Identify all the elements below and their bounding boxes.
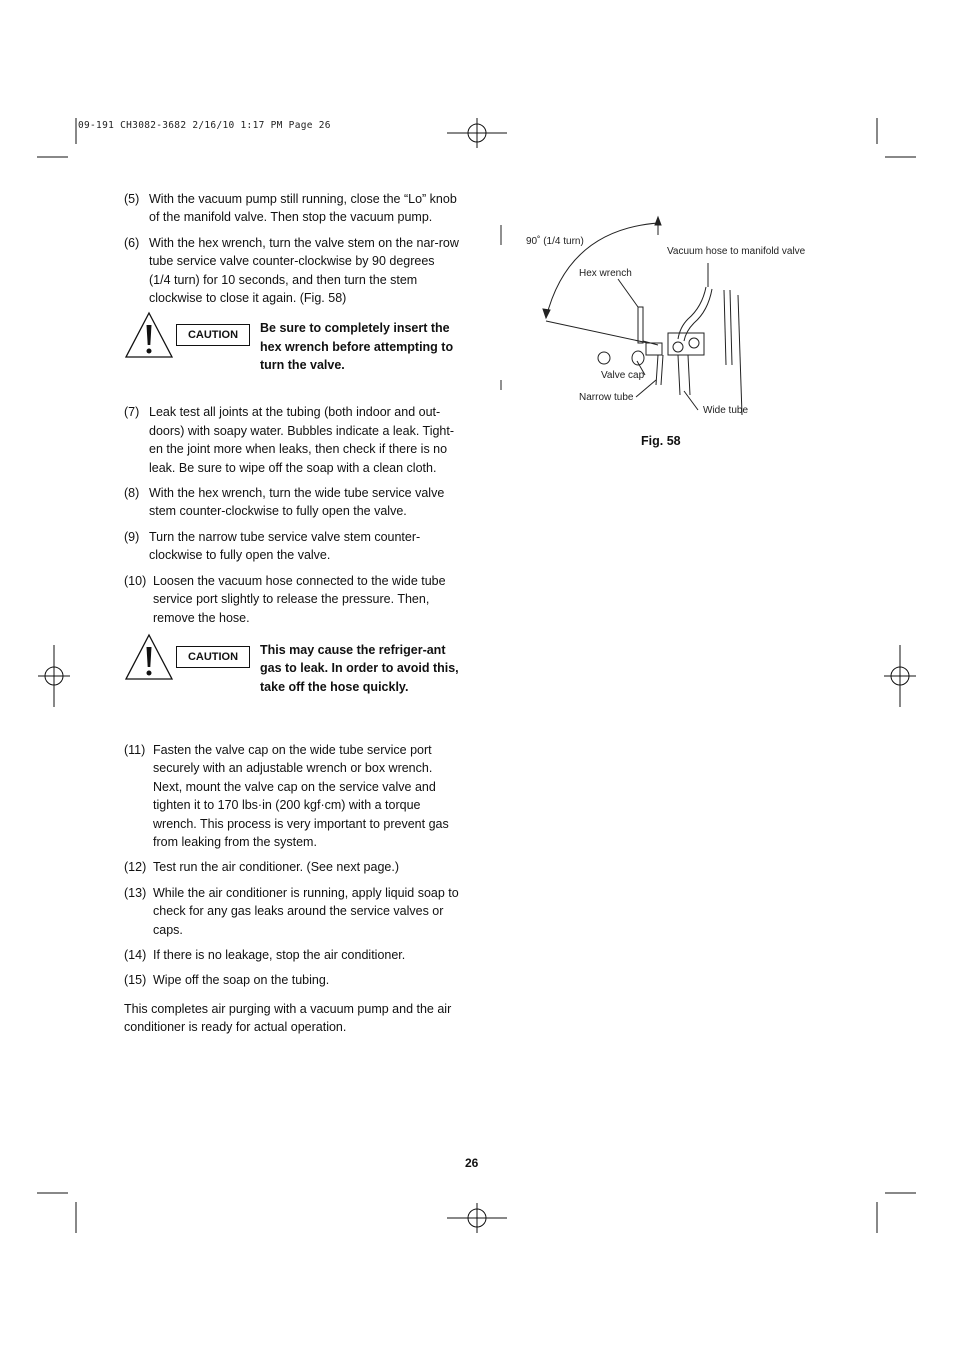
step-text: Loosen the vacuum hose connected to the wide tube service port slightly to release the pressure. Then, remove the hose. (153, 573, 446, 625)
figure-caption: Fig. 58 (641, 434, 681, 448)
caution-label: CAUTION (176, 646, 250, 668)
step-6 (124, 234, 459, 308)
narrow-tube-label: Narrow tube (579, 392, 634, 403)
step-text: With the hex wrench, turn the wide tube service valve stem counter-clockwise to fully open the valve. (149, 486, 445, 519)
step-number: (8) (124, 486, 140, 501)
warning-triangle-icon (124, 633, 174, 681)
caution-text: Be sure to completely insert the hex wrench before attempting to turn the valve. (260, 321, 454, 373)
step-number: (11) (124, 742, 146, 757)
step-text: With the vacuum pump still running, close the “Lo” knob of the manifold valve. Then stop the vacuum pump. (149, 192, 457, 225)
step-7 (124, 403, 459, 477)
step-number: (12) (124, 860, 147, 875)
step-13 (124, 884, 459, 939)
instructions-column (124, 190, 459, 1049)
step-number: (15) (124, 973, 147, 988)
step-number: (5) (124, 192, 140, 206)
step-12 (124, 858, 459, 876)
printer-slug: 09-191 CH3082-3682 2/16/10 1:17 PM Page 26 (78, 120, 331, 131)
step-5 (124, 190, 459, 227)
warning-triangle-icon (124, 311, 174, 359)
step-number: (13) (124, 885, 147, 900)
step-8 (124, 484, 459, 521)
step-text: If there is no leakage, stop the air conditioner. (153, 947, 406, 962)
valve-cap-label: Valve cap (601, 370, 645, 381)
caution-text: This may cause the refriger-ant gas to leak. In order to avoid this, take off the hose quickly. (260, 642, 459, 694)
caution-label: CAUTION (176, 324, 250, 346)
step-text: Wipe off the soap on the tubing. (153, 973, 330, 988)
step-10 (124, 572, 459, 627)
step-text: Fasten the valve cap on the wide tube service port securely with an adjustable wrench or box wrench. Next, mount the valve cap on the service valve and tighten it to 170 lbs·in (200 kgf·cm) with a torque wrench. This process is very important to prevent gas from leaking from the system. (153, 742, 449, 849)
caution-block-2 (124, 639, 459, 727)
step-15 (124, 971, 459, 989)
caution-block-1 (124, 317, 459, 387)
step-number: (9) (124, 529, 140, 544)
step-number: (7) (124, 405, 140, 420)
step-text: Turn the narrow tube service valve stem counter-clockwise to fully open the valve. (149, 529, 421, 563)
page-number: 26 (465, 1156, 479, 1170)
step-9 (124, 528, 459, 565)
step-11 (124, 741, 459, 851)
step-number: (6) (124, 235, 140, 250)
closing-paragraph: This completes air purging with a vacuum pump and the air conditioner is ready for actual operation. (124, 1001, 452, 1035)
step-number: (14) (124, 947, 147, 962)
angle-label: 90˚ (1/4 turn) (526, 236, 584, 247)
step-text: With the hex wrench, turn the valve stem on the nar-row tube service valve counter-clockwise by 90 degrees (1/4 turn) for 10 seconds, and then turn the stem clockwise to close it again. (Fig. 58) (149, 235, 459, 306)
vacuum-hose-label: Vacuum hose to manifold valve (667, 246, 806, 257)
step-14 (124, 946, 459, 964)
step-text: Leak test all joints at the tubing (both indoor and out-doors) with soapy water. Bubbles indicate a leak. Tight-en the joint more when leaks, then check if there is no leak. Be sure to wipe off the soap with a clean cloth. (149, 405, 455, 475)
hex-wrench-label: Hex wrench (579, 268, 632, 279)
step-text: While the air conditioner is running, apply liquid soap to check for any gas leaks around the service valves or caps. (153, 885, 459, 937)
wide-tube-label: Wide tube (703, 405, 749, 416)
step-number: (10) (124, 573, 147, 588)
step-text: Test run the air conditioner. (See next page.) (153, 860, 399, 875)
